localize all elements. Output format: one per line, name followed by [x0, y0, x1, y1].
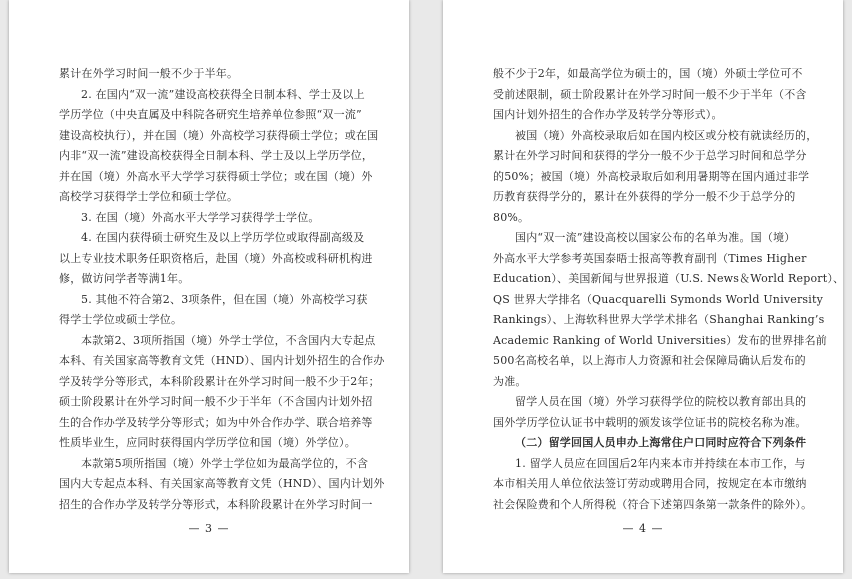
- text-line: 内非“双一流”建设高校获得全日制本科、学士及以上学历学位，: [59, 149, 374, 162]
- text-line: 80%。: [493, 210, 530, 224]
- text-line: 社会保险费和个人所得税（符合下述第四条第一款条件的除外）。: [493, 497, 813, 511]
- page-4-body: [493, 64, 845, 515]
- text-line: 本市相关用人单位依法签订劳动或聘用合同，按规定在本市缴纳: [493, 477, 807, 490]
- text-line: Education）、美国新闻与世界报道（U.S. News＆World Report）、: [493, 272, 845, 285]
- text-line: 生的合作办学及转学分等形式；如为中外合作办学、联合培养等: [59, 415, 373, 429]
- text-line: 般不少于2年，如最高学位为硕士的，国（境）外硕士学位可不: [493, 67, 803, 80]
- text-line: 留学人员在国（境）外学习获得学位的院校以教育部出具的: [515, 395, 807, 408]
- text-line: 学历学位（中央直属及中科院各研究生培养单位参照“双一流”: [59, 108, 362, 121]
- document-page-4: [443, 0, 843, 573]
- text-line: 受前述限制，硕士阶段累计在外学习时间一般不少于半年（不含: [493, 87, 807, 101]
- text-line: 累计在外学习时间一般不少于半年。: [59, 67, 239, 80]
- text-line: 1. 留学人员应在回国后2年内来本市并持续在本市工作，与: [515, 456, 806, 470]
- text-line: 被国（境）外高校录取后如在国内校区或分校有就读经历的，: [515, 128, 818, 142]
- page-number: [443, 522, 843, 535]
- text-line: QS 世界大学排名（Quacquarelli Symonds World University: [493, 292, 823, 306]
- text-line: 建设高校执行），并在国（境）外高校学习获得硕士学位；或在国: [59, 128, 379, 142]
- page-3-body: [59, 64, 385, 515]
- text-line: 国内大专起点本科、有关国家高等教育文凭（HND）、国内计划外: [59, 477, 385, 490]
- text-line: 外高水平大学参考英国泰晤士报高等教育副刊（Times Higher: [493, 251, 807, 265]
- text-line: 硕士阶段累计在外学习时间一般不少于半年（不含国内计划外招: [59, 395, 373, 408]
- text-line: 本款第5项所指国（境）外学士学位如为最高学位的，不含: [81, 456, 369, 470]
- text-line: 招生的合作办学及转学分等形式，本科阶段累计在外学习时间一: [59, 497, 373, 511]
- text-line: 得学士学位或硕士学位。: [59, 313, 183, 326]
- text-line: 高校学习获得学士学位和硕士学位。: [59, 190, 239, 203]
- text-line: 2. 在国内“双一流”建设高校获得全日制本科、学士及以上: [81, 87, 365, 101]
- text-line: 5. 其他不符合第2、3项条件，但在国（境）外高校学习获: [81, 292, 368, 306]
- text-line: 为准。: [493, 374, 527, 388]
- page-number-text: — 3 —: [188, 522, 230, 535]
- text-line: Rankings）、上海软科世界大学学术排名（Shanghai Ranking’s: [493, 313, 825, 326]
- text-line: 历教育获得学分的，累计在外获得的学分一般不少于总学分的: [493, 190, 796, 203]
- text-line: 学及转学分等形式，本科阶段累计在外学习时间一般不少于2年；: [59, 374, 380, 388]
- text-line: 国内计划外招生的合作办学及转学分等形式）。: [493, 108, 723, 121]
- page-number: [9, 522, 409, 535]
- text-line: 本款第2、3项所指国（境）外学士学位，不含国内大专起点: [81, 333, 376, 347]
- text-line: 修，做访问学者等满1年。: [59, 272, 190, 285]
- text-line: 累计在外学习时间和获得的学分一般不少于总学习时间和总学分: [493, 149, 807, 162]
- document-page-3: [9, 0, 409, 573]
- text-line: 国外学历学位认证书中载明的颁发该学位证书的院校名称为准。: [493, 415, 807, 429]
- text-line: 4. 在国内获得硕士研究生及以上学历学位或取得副高级及: [81, 231, 365, 244]
- text-line: 500名高校名单，以上海市人力资源和社会保障局确认后发布的: [493, 354, 806, 367]
- text-line: 3. 在国（境）外高水平大学学习获得学士学位。: [81, 210, 320, 224]
- page-number-text: — 4 —: [622, 522, 664, 535]
- section-heading: （二）留学回国人员申办上海常住户口同时应符合下列条件: [515, 436, 807, 449]
- text-line: 以上专业技术职务任职资格后，赴国（境）外高校或科研机构进: [59, 251, 373, 265]
- text-line: 性质毕业生，应同时获得国内学历学位和国（境）外学位）。: [59, 436, 356, 449]
- text-line: 国内“双一流”建设高校以国家公布的名单为准。国（境）: [515, 231, 796, 244]
- text-line: 本科、有关国家高等教育文凭（HND）、国内计划外招生的合作办: [59, 354, 385, 367]
- text-line: Academic Ranking of World Universities）发布的世界排名前: [493, 333, 828, 347]
- text-line: 并在国（境）外高水平大学学习获得硕士学位；或在国（境）外: [59, 169, 373, 183]
- text-line: 的50%；被国（境）外高校录取后如利用暑期等在国内通过非学: [493, 169, 810, 183]
